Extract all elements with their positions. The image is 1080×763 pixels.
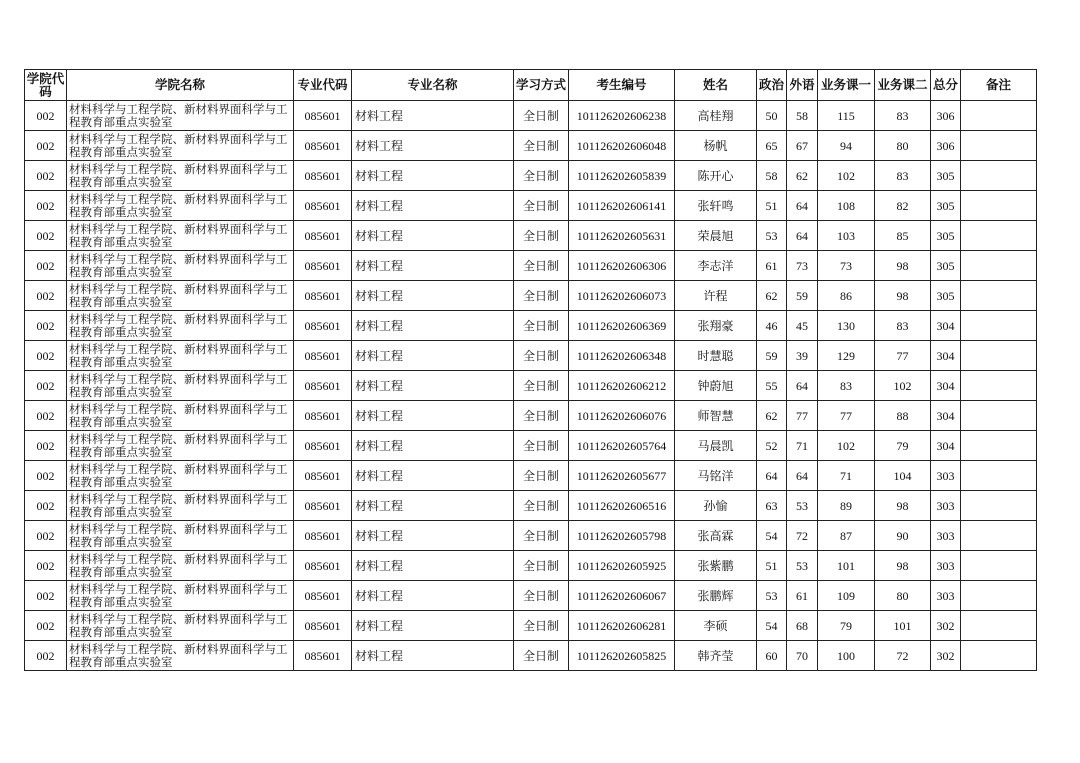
header-course1: 业务课一 bbox=[818, 70, 875, 101]
cell-college-name: 材料科学与工程学院、新材料界面科学与工程教育部重点实验室 bbox=[67, 611, 294, 641]
cell-major-name: 材料工程 bbox=[352, 131, 514, 161]
cell-major-code: 085601 bbox=[294, 131, 352, 161]
table-row bbox=[25, 281, 1037, 311]
admission-score-sheet bbox=[24, 69, 1037, 671]
header-course2: 业务课二 bbox=[875, 70, 931, 101]
cell-foreign-lang: 71 bbox=[787, 431, 818, 461]
cell-total: 303 bbox=[931, 491, 961, 521]
cell-total: 303 bbox=[931, 461, 961, 491]
cell-major-code: 085601 bbox=[294, 221, 352, 251]
cell-course2: 102 bbox=[875, 371, 931, 401]
cell-exam-no: 101126202605631 bbox=[569, 221, 675, 251]
table-row bbox=[25, 311, 1037, 341]
cell-politics: 55 bbox=[757, 371, 787, 401]
cell-politics: 58 bbox=[757, 161, 787, 191]
cell-college-code: 002 bbox=[25, 641, 67, 671]
cell-major-name: 材料工程 bbox=[352, 551, 514, 581]
cell-foreign-lang: 53 bbox=[787, 491, 818, 521]
cell-exam-no: 101126202606073 bbox=[569, 281, 675, 311]
cell-course2: 98 bbox=[875, 491, 931, 521]
table-row bbox=[25, 221, 1037, 251]
cell-course2: 88 bbox=[875, 401, 931, 431]
cell-exam-no: 101126202606369 bbox=[569, 311, 675, 341]
cell-study-mode: 全日制 bbox=[514, 281, 569, 311]
cell-total: 304 bbox=[931, 401, 961, 431]
cell-name: 高桂翔 bbox=[675, 101, 757, 131]
cell-course2: 83 bbox=[875, 101, 931, 131]
cell-major-code: 085601 bbox=[294, 101, 352, 131]
cell-college-code: 002 bbox=[25, 131, 67, 161]
cell-notes bbox=[961, 101, 1037, 131]
cell-study-mode: 全日制 bbox=[514, 221, 569, 251]
cell-major-name: 材料工程 bbox=[352, 221, 514, 251]
cell-foreign-lang: 64 bbox=[787, 221, 818, 251]
header-college-code: 学院代码 bbox=[25, 70, 67, 101]
cell-foreign-lang: 45 bbox=[787, 311, 818, 341]
cell-exam-no: 101126202606348 bbox=[569, 341, 675, 371]
cell-major-code: 085601 bbox=[294, 251, 352, 281]
cell-college-name: 材料科学与工程学院、新材料界面科学与工程教育部重点实验室 bbox=[67, 431, 294, 461]
cell-study-mode: 全日制 bbox=[514, 371, 569, 401]
cell-major-code: 085601 bbox=[294, 551, 352, 581]
cell-foreign-lang: 62 bbox=[787, 161, 818, 191]
cell-college-name: 材料科学与工程学院、新材料界面科学与工程教育部重点实验室 bbox=[67, 641, 294, 671]
cell-major-code: 085601 bbox=[294, 641, 352, 671]
cell-major-name: 材料工程 bbox=[352, 311, 514, 341]
cell-course2: 72 bbox=[875, 641, 931, 671]
cell-course1: 89 bbox=[818, 491, 875, 521]
cell-study-mode: 全日制 bbox=[514, 581, 569, 611]
header-study-mode: 学习方式 bbox=[514, 70, 569, 101]
cell-name: 张轩鸣 bbox=[675, 191, 757, 221]
cell-college-code: 002 bbox=[25, 581, 67, 611]
cell-major-code: 085601 bbox=[294, 341, 352, 371]
cell-course1: 103 bbox=[818, 221, 875, 251]
cell-notes bbox=[961, 521, 1037, 551]
cell-college-name: 材料科学与工程学院、新材料界面科学与工程教育部重点实验室 bbox=[67, 191, 294, 221]
cell-foreign-lang: 77 bbox=[787, 401, 818, 431]
cell-politics: 59 bbox=[757, 341, 787, 371]
cell-course1: 79 bbox=[818, 611, 875, 641]
cell-total: 304 bbox=[931, 341, 961, 371]
cell-name: 许程 bbox=[675, 281, 757, 311]
cell-exam-no: 101126202606212 bbox=[569, 371, 675, 401]
cell-study-mode: 全日制 bbox=[514, 521, 569, 551]
cell-name: 张紫鹏 bbox=[675, 551, 757, 581]
cell-major-code: 085601 bbox=[294, 461, 352, 491]
table-row bbox=[25, 581, 1037, 611]
cell-total: 304 bbox=[931, 431, 961, 461]
cell-politics: 51 bbox=[757, 191, 787, 221]
cell-course2: 82 bbox=[875, 191, 931, 221]
cell-course2: 98 bbox=[875, 251, 931, 281]
cell-college-code: 002 bbox=[25, 371, 67, 401]
cell-major-code: 085601 bbox=[294, 281, 352, 311]
cell-course1: 83 bbox=[818, 371, 875, 401]
cell-college-code: 002 bbox=[25, 401, 67, 431]
cell-total: 303 bbox=[931, 581, 961, 611]
cell-notes bbox=[961, 341, 1037, 371]
cell-notes bbox=[961, 581, 1037, 611]
cell-major-code: 085601 bbox=[294, 581, 352, 611]
cell-politics: 62 bbox=[757, 281, 787, 311]
cell-college-code: 002 bbox=[25, 521, 67, 551]
cell-major-code: 085601 bbox=[294, 611, 352, 641]
cell-name: 孙愉 bbox=[675, 491, 757, 521]
cell-politics: 64 bbox=[757, 461, 787, 491]
cell-course2: 98 bbox=[875, 551, 931, 581]
cell-major-name: 材料工程 bbox=[352, 641, 514, 671]
cell-college-code: 002 bbox=[25, 311, 67, 341]
cell-politics: 62 bbox=[757, 401, 787, 431]
cell-politics: 52 bbox=[757, 431, 787, 461]
cell-major-name: 材料工程 bbox=[352, 251, 514, 281]
cell-course1: 73 bbox=[818, 251, 875, 281]
cell-name: 时慧聪 bbox=[675, 341, 757, 371]
table-row bbox=[25, 641, 1037, 671]
cell-college-name: 材料科学与工程学院、新材料界面科学与工程教育部重点实验室 bbox=[67, 251, 294, 281]
cell-exam-no: 101126202605925 bbox=[569, 551, 675, 581]
cell-course1: 86 bbox=[818, 281, 875, 311]
cell-study-mode: 全日制 bbox=[514, 341, 569, 371]
table-row bbox=[25, 191, 1037, 221]
cell-notes bbox=[961, 401, 1037, 431]
cell-total: 302 bbox=[931, 641, 961, 671]
cell-exam-no: 101126202606067 bbox=[569, 581, 675, 611]
cell-college-name: 材料科学与工程学院、新材料界面科学与工程教育部重点实验室 bbox=[67, 551, 294, 581]
cell-course2: 83 bbox=[875, 161, 931, 191]
cell-college-code: 002 bbox=[25, 251, 67, 281]
cell-foreign-lang: 61 bbox=[787, 581, 818, 611]
cell-notes bbox=[961, 491, 1037, 521]
header-major-code: 专业代码 bbox=[294, 70, 352, 101]
cell-foreign-lang: 64 bbox=[787, 371, 818, 401]
cell-major-code: 085601 bbox=[294, 521, 352, 551]
cell-college-name: 材料科学与工程学院、新材料界面科学与工程教育部重点实验室 bbox=[67, 461, 294, 491]
cell-politics: 63 bbox=[757, 491, 787, 521]
cell-major-name: 材料工程 bbox=[352, 371, 514, 401]
cell-major-code: 085601 bbox=[294, 161, 352, 191]
cell-total: 305 bbox=[931, 281, 961, 311]
header-exam-no: 考生编号 bbox=[569, 70, 675, 101]
cell-study-mode: 全日制 bbox=[514, 641, 569, 671]
header-foreign-lang: 外语 bbox=[787, 70, 818, 101]
cell-total: 304 bbox=[931, 371, 961, 401]
header-politics: 政治 bbox=[757, 70, 787, 101]
cell-exam-no: 101126202606281 bbox=[569, 611, 675, 641]
cell-politics: 65 bbox=[757, 131, 787, 161]
cell-college-name: 材料科学与工程学院、新材料界面科学与工程教育部重点实验室 bbox=[67, 491, 294, 521]
header-name: 姓名 bbox=[675, 70, 757, 101]
cell-study-mode: 全日制 bbox=[514, 551, 569, 581]
cell-name: 马晨凯 bbox=[675, 431, 757, 461]
cell-college-code: 002 bbox=[25, 551, 67, 581]
cell-course1: 102 bbox=[818, 431, 875, 461]
cell-notes bbox=[961, 281, 1037, 311]
cell-college-name: 材料科学与工程学院、新材料界面科学与工程教育部重点实验室 bbox=[67, 401, 294, 431]
cell-major-name: 材料工程 bbox=[352, 101, 514, 131]
cell-college-code: 002 bbox=[25, 341, 67, 371]
cell-total: 305 bbox=[931, 161, 961, 191]
cell-notes bbox=[961, 641, 1037, 671]
cell-name: 师智慧 bbox=[675, 401, 757, 431]
cell-name: 张鹏辉 bbox=[675, 581, 757, 611]
cell-name: 荣晨旭 bbox=[675, 221, 757, 251]
cell-course2: 77 bbox=[875, 341, 931, 371]
cell-college-name: 材料科学与工程学院、新材料界面科学与工程教育部重点实验室 bbox=[67, 221, 294, 251]
cell-study-mode: 全日制 bbox=[514, 101, 569, 131]
cell-total: 306 bbox=[931, 131, 961, 161]
cell-college-name: 材料科学与工程学院、新材料界面科学与工程教育部重点实验室 bbox=[67, 521, 294, 551]
cell-study-mode: 全日制 bbox=[514, 191, 569, 221]
cell-major-code: 085601 bbox=[294, 491, 352, 521]
cell-name: 杨帆 bbox=[675, 131, 757, 161]
table-row bbox=[25, 461, 1037, 491]
cell-course2: 90 bbox=[875, 521, 931, 551]
cell-course2: 104 bbox=[875, 461, 931, 491]
cell-course1: 108 bbox=[818, 191, 875, 221]
cell-course2: 101 bbox=[875, 611, 931, 641]
table-row bbox=[25, 161, 1037, 191]
table-row bbox=[25, 401, 1037, 431]
cell-major-name: 材料工程 bbox=[352, 611, 514, 641]
cell-foreign-lang: 64 bbox=[787, 191, 818, 221]
cell-study-mode: 全日制 bbox=[514, 161, 569, 191]
table-row bbox=[25, 551, 1037, 581]
cell-name: 李志洋 bbox=[675, 251, 757, 281]
cell-politics: 60 bbox=[757, 641, 787, 671]
cell-total: 302 bbox=[931, 611, 961, 641]
cell-college-code: 002 bbox=[25, 491, 67, 521]
cell-foreign-lang: 53 bbox=[787, 551, 818, 581]
cell-name: 马铭洋 bbox=[675, 461, 757, 491]
cell-major-code: 085601 bbox=[294, 311, 352, 341]
table-row bbox=[25, 491, 1037, 521]
cell-college-name: 材料科学与工程学院、新材料界面科学与工程教育部重点实验室 bbox=[67, 131, 294, 161]
cell-major-name: 材料工程 bbox=[352, 431, 514, 461]
cell-exam-no: 101126202606306 bbox=[569, 251, 675, 281]
cell-notes bbox=[961, 611, 1037, 641]
cell-notes bbox=[961, 251, 1037, 281]
cell-foreign-lang: 68 bbox=[787, 611, 818, 641]
cell-notes bbox=[961, 371, 1037, 401]
cell-course1: 94 bbox=[818, 131, 875, 161]
cell-notes bbox=[961, 131, 1037, 161]
cell-total: 304 bbox=[931, 311, 961, 341]
cell-exam-no: 101126202606141 bbox=[569, 191, 675, 221]
cell-course1: 77 bbox=[818, 401, 875, 431]
cell-name: 韩齐莹 bbox=[675, 641, 757, 671]
cell-name: 陈开心 bbox=[675, 161, 757, 191]
cell-politics: 51 bbox=[757, 551, 787, 581]
cell-major-name: 材料工程 bbox=[352, 491, 514, 521]
cell-college-name: 材料科学与工程学院、新材料界面科学与工程教育部重点实验室 bbox=[67, 581, 294, 611]
cell-college-code: 002 bbox=[25, 461, 67, 491]
cell-notes bbox=[961, 311, 1037, 341]
cell-foreign-lang: 67 bbox=[787, 131, 818, 161]
cell-course2: 83 bbox=[875, 311, 931, 341]
cell-course1: 130 bbox=[818, 311, 875, 341]
cell-politics: 50 bbox=[757, 101, 787, 131]
cell-study-mode: 全日制 bbox=[514, 131, 569, 161]
header-total: 总分 bbox=[931, 70, 961, 101]
table-row bbox=[25, 341, 1037, 371]
cell-politics: 53 bbox=[757, 581, 787, 611]
cell-major-code: 085601 bbox=[294, 401, 352, 431]
admission-score-table bbox=[24, 69, 1037, 671]
cell-total: 303 bbox=[931, 521, 961, 551]
cell-college-name: 材料科学与工程学院、新材料界面科学与工程教育部重点实验室 bbox=[67, 161, 294, 191]
cell-study-mode: 全日制 bbox=[514, 251, 569, 281]
cell-major-name: 材料工程 bbox=[352, 161, 514, 191]
cell-college-name: 材料科学与工程学院、新材料界面科学与工程教育部重点实验室 bbox=[67, 101, 294, 131]
cell-college-code: 002 bbox=[25, 191, 67, 221]
header-notes: 备注 bbox=[961, 70, 1037, 101]
cell-exam-no: 101126202606048 bbox=[569, 131, 675, 161]
cell-study-mode: 全日制 bbox=[514, 611, 569, 641]
cell-foreign-lang: 39 bbox=[787, 341, 818, 371]
cell-study-mode: 全日制 bbox=[514, 491, 569, 521]
table-row bbox=[25, 431, 1037, 461]
cell-study-mode: 全日制 bbox=[514, 431, 569, 461]
cell-exam-no: 101126202605677 bbox=[569, 461, 675, 491]
cell-major-code: 085601 bbox=[294, 191, 352, 221]
cell-course1: 87 bbox=[818, 521, 875, 551]
cell-major-name: 材料工程 bbox=[352, 461, 514, 491]
cell-course1: 115 bbox=[818, 101, 875, 131]
table-row bbox=[25, 521, 1037, 551]
cell-course2: 80 bbox=[875, 131, 931, 161]
cell-politics: 53 bbox=[757, 221, 787, 251]
cell-name: 张翔豪 bbox=[675, 311, 757, 341]
cell-name: 张高霖 bbox=[675, 521, 757, 551]
cell-politics: 61 bbox=[757, 251, 787, 281]
cell-exam-no: 101126202605839 bbox=[569, 161, 675, 191]
cell-foreign-lang: 70 bbox=[787, 641, 818, 671]
cell-total: 306 bbox=[931, 101, 961, 131]
cell-college-code: 002 bbox=[25, 431, 67, 461]
cell-college-name: 材料科学与工程学院、新材料界面科学与工程教育部重点实验室 bbox=[67, 371, 294, 401]
cell-politics: 54 bbox=[757, 521, 787, 551]
table-row bbox=[25, 371, 1037, 401]
cell-exam-no: 101126202606076 bbox=[569, 401, 675, 431]
cell-college-code: 002 bbox=[25, 281, 67, 311]
header-college-name: 学院名称 bbox=[67, 70, 294, 101]
cell-college-code: 002 bbox=[25, 101, 67, 131]
cell-exam-no: 101126202605764 bbox=[569, 431, 675, 461]
cell-course1: 100 bbox=[818, 641, 875, 671]
cell-exam-no: 101126202605798 bbox=[569, 521, 675, 551]
cell-major-name: 材料工程 bbox=[352, 581, 514, 611]
cell-major-name: 材料工程 bbox=[352, 521, 514, 551]
cell-foreign-lang: 72 bbox=[787, 521, 818, 551]
cell-college-code: 002 bbox=[25, 161, 67, 191]
cell-foreign-lang: 58 bbox=[787, 101, 818, 131]
cell-politics: 46 bbox=[757, 311, 787, 341]
cell-total: 305 bbox=[931, 191, 961, 221]
cell-foreign-lang: 59 bbox=[787, 281, 818, 311]
cell-study-mode: 全日制 bbox=[514, 311, 569, 341]
cell-total: 305 bbox=[931, 251, 961, 281]
cell-study-mode: 全日制 bbox=[514, 461, 569, 491]
cell-notes bbox=[961, 551, 1037, 581]
cell-college-name: 材料科学与工程学院、新材料界面科学与工程教育部重点实验室 bbox=[67, 281, 294, 311]
table-row bbox=[25, 251, 1037, 281]
cell-name: 李硕 bbox=[675, 611, 757, 641]
cell-course1: 129 bbox=[818, 341, 875, 371]
cell-course1: 71 bbox=[818, 461, 875, 491]
table-row bbox=[25, 101, 1037, 131]
cell-total: 303 bbox=[931, 551, 961, 581]
cell-notes bbox=[961, 191, 1037, 221]
cell-course1: 101 bbox=[818, 551, 875, 581]
cell-course2: 98 bbox=[875, 281, 931, 311]
cell-course1: 102 bbox=[818, 161, 875, 191]
cell-total: 305 bbox=[931, 221, 961, 251]
header-major-name: 专业名称 bbox=[352, 70, 514, 101]
cell-name: 钟蔚旭 bbox=[675, 371, 757, 401]
cell-exam-no: 101126202606238 bbox=[569, 101, 675, 131]
cell-notes bbox=[961, 221, 1037, 251]
cell-course2: 79 bbox=[875, 431, 931, 461]
cell-foreign-lang: 64 bbox=[787, 461, 818, 491]
cell-college-code: 002 bbox=[25, 221, 67, 251]
cell-course2: 85 bbox=[875, 221, 931, 251]
table-header-row bbox=[25, 70, 1037, 101]
cell-politics: 54 bbox=[757, 611, 787, 641]
cell-foreign-lang: 73 bbox=[787, 251, 818, 281]
cell-study-mode: 全日制 bbox=[514, 401, 569, 431]
table-row bbox=[25, 611, 1037, 641]
cell-major-code: 085601 bbox=[294, 431, 352, 461]
cell-course2: 80 bbox=[875, 581, 931, 611]
cell-exam-no: 101126202605825 bbox=[569, 641, 675, 671]
cell-notes bbox=[961, 431, 1037, 461]
cell-college-code: 002 bbox=[25, 611, 67, 641]
cell-major-name: 材料工程 bbox=[352, 191, 514, 221]
cell-notes bbox=[961, 461, 1037, 491]
cell-major-name: 材料工程 bbox=[352, 341, 514, 371]
cell-course1: 109 bbox=[818, 581, 875, 611]
cell-notes bbox=[961, 161, 1037, 191]
cell-major-name: 材料工程 bbox=[352, 281, 514, 311]
cell-major-code: 085601 bbox=[294, 371, 352, 401]
cell-college-name: 材料科学与工程学院、新材料界面科学与工程教育部重点实验室 bbox=[67, 311, 294, 341]
cell-exam-no: 101126202606516 bbox=[569, 491, 675, 521]
cell-major-name: 材料工程 bbox=[352, 401, 514, 431]
table-row bbox=[25, 131, 1037, 161]
cell-college-name: 材料科学与工程学院、新材料界面科学与工程教育部重点实验室 bbox=[67, 341, 294, 371]
